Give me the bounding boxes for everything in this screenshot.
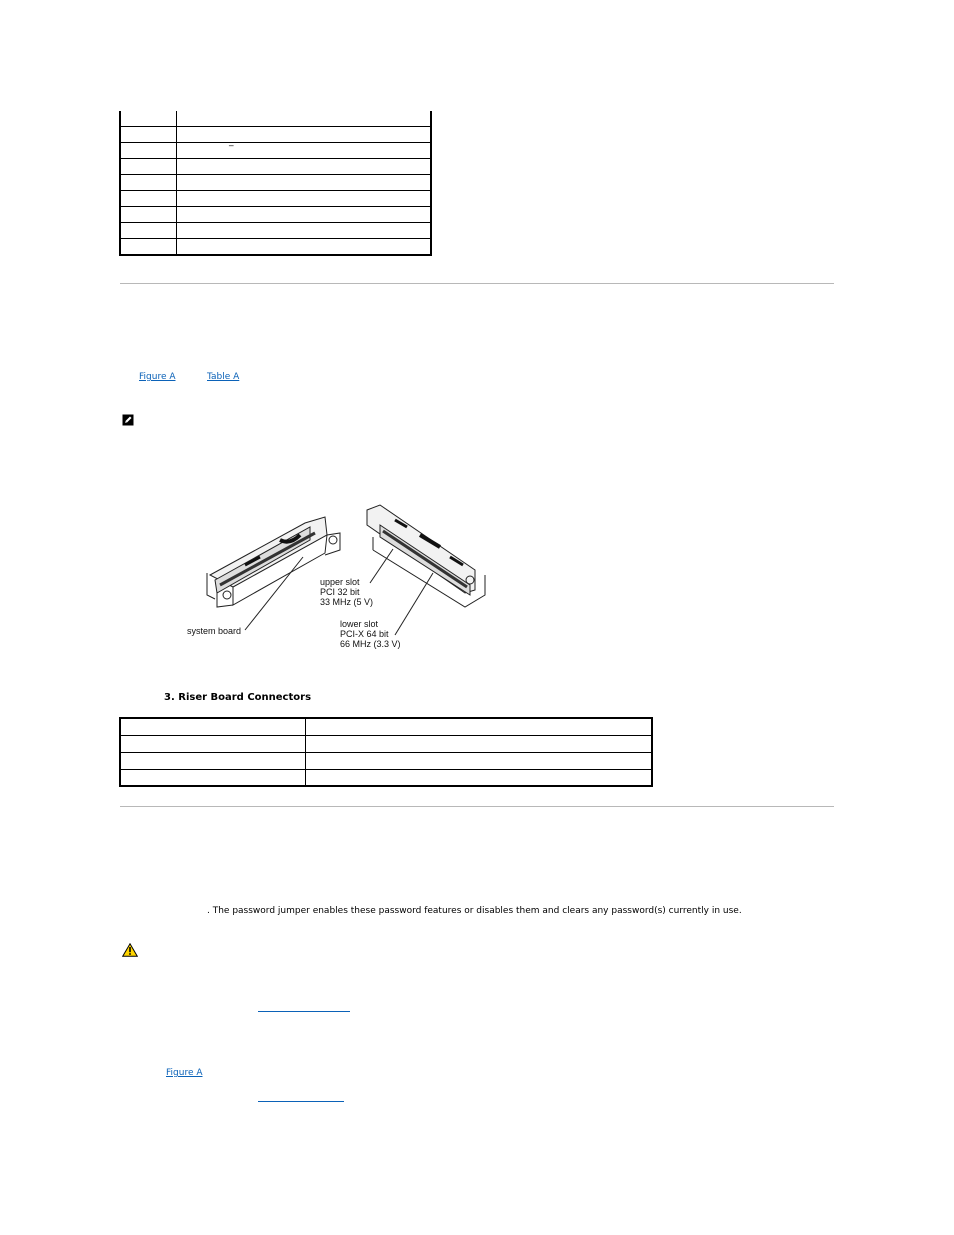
table-row [120,143,431,159]
table-row [120,191,431,207]
riser-board-figure [185,495,505,660]
note-icon [122,411,134,423]
riser-table-caption: 3. Riser Board Connectors [164,692,312,703]
table-a-link[interactable]: Table A [207,372,240,382]
table-row [120,127,431,143]
table-row [120,718,652,736]
upper-slot-line-1: upper slot [320,577,360,587]
connector-table-top [119,111,432,256]
system-board-label: system board [187,626,242,636]
table-row [120,770,652,787]
table-row [120,239,431,256]
table-row [120,175,431,191]
lower-slot-line-3: 66 MHz (3.3 V) [340,639,401,649]
upper-slot-line-2: PCI 32 bit [320,587,360,597]
procedure-link-2[interactable] [258,1100,344,1102]
table-row [120,753,652,770]
table-row [120,736,652,753]
section-divider [120,283,834,284]
figure-a-link-2[interactable]: Figure A [166,1068,203,1078]
procedure-link-1[interactable] [258,1010,350,1012]
lower-slot-line-1: lower slot [340,619,379,629]
table-row [120,159,431,175]
table-row [120,207,431,223]
password-jumper-text: . The password jumper enables these password features or disables them and clears any password(s) currently in use. [207,906,742,916]
lower-slot-label [340,619,401,649]
caution-icon [122,942,138,956]
riser-connectors-table [119,717,653,787]
table-row [120,111,431,127]
table-cell-fragment: _ [229,137,234,147]
figure-a-link[interactable]: Figure A [139,372,176,382]
lower-slot-line-2: PCI-X 64 bit [340,629,389,639]
table-row [120,223,431,239]
section-divider [120,806,834,807]
upper-slot-label [320,577,373,607]
upper-slot-line-3: 33 MHz (5 V) [320,597,374,607]
